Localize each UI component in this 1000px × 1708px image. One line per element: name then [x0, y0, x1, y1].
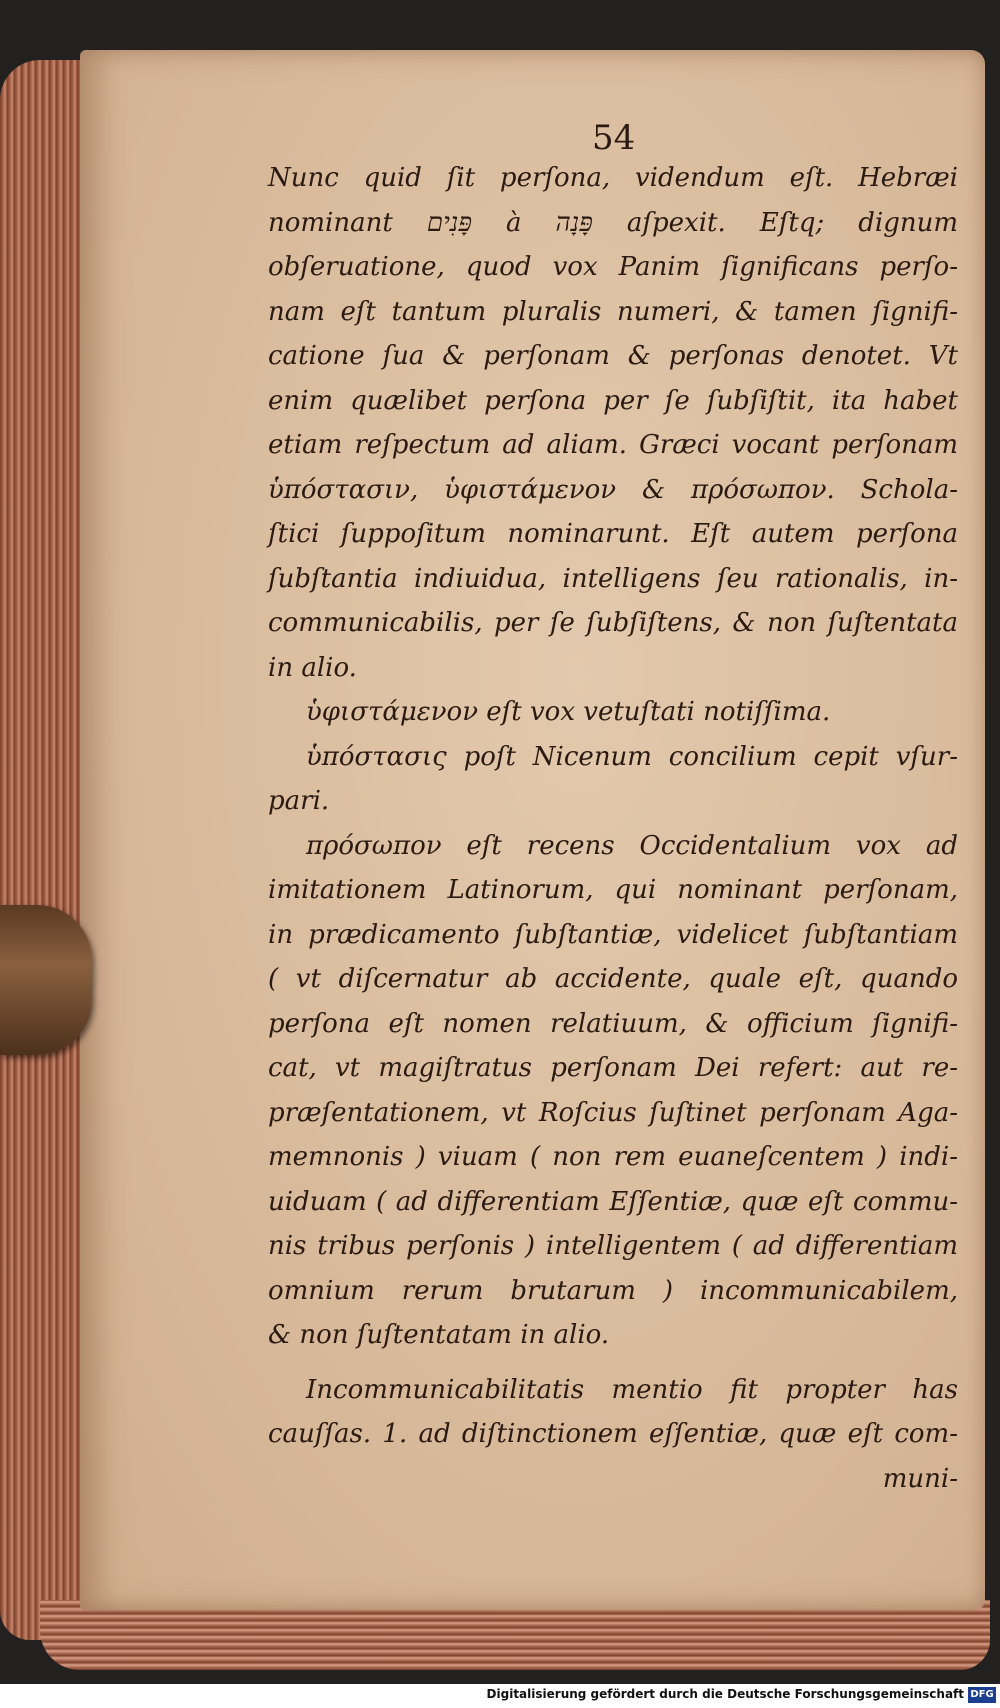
page-number: 54	[592, 118, 636, 158]
text-line: nis tribus perſonis ) intelligentem ( ad differentiam	[268, 1231, 958, 1261]
text-line: cauſſas. 1. ad diſtinctionem eſſentiæ, quæ eſt com-	[268, 1419, 958, 1449]
text-line: memnonis ) viuam ( non rem euaneſcentem ) indi-	[268, 1142, 958, 1172]
book-bottom-edge	[40, 1600, 990, 1670]
footer-credit: Digitalisierung gefördert durch die Deutsche Forschungsgemeinschaft	[486, 1687, 964, 1701]
text-line: & non ſuſtentatam in alio.	[268, 1320, 610, 1350]
text-line: nominant פָּנִים à פָּנָה aſpexit. Eſtq; dignum	[268, 207, 959, 238]
book-clasp	[0, 905, 92, 1055]
text-line: imitationem Latinorum, qui nominant perſonam,	[268, 875, 958, 905]
catchword: muni-	[882, 1463, 958, 1494]
text-line: enim quælibet perſona per ſe ſubſiſtit, ita habet	[268, 385, 958, 416]
text-line: in alio.	[268, 652, 357, 683]
text-line: Incommunicabilitatis mentio fit propter has	[306, 1374, 958, 1405]
text-line: ſtici ſuppoſitum nominarunt. Eſt autem perſona	[268, 519, 958, 549]
text-line: cat, vt magiſtratus perſonam Dei refert: aut re-	[268, 1053, 958, 1083]
text-line: perſona eſt nomen relatiuum, & officium ſignifi-	[268, 1008, 958, 1039]
text-line: catione ſua & perſonam & perſonas denotet. Vt	[268, 341, 958, 371]
text-line: in prædicamento ſubſtantiæ, videlicet ſubſtantiam	[268, 919, 958, 950]
page-text	[268, 118, 958, 1501]
text-line: etiam reſpectum ad aliam. Græci vocant perſonam	[268, 430, 958, 460]
text-line: Nunc quid ſit perſona, videndum eſt. Hebræi	[268, 163, 958, 193]
text-line: obſeruatione, quod vox Panim ſignificans perſo-	[268, 252, 958, 282]
dfg-logo-icon: DFG	[968, 1687, 996, 1703]
text-line: ὑφιστάμενον eſt vox vetuſtati notiſſima.	[306, 697, 831, 727]
footer-bar	[0, 1684, 1000, 1708]
book-fore-edge	[0, 60, 90, 1640]
text-line: ὑπόστασις poſt Nicenum concilium cepit vſur-	[306, 741, 958, 772]
text-line: nam eſt tantum pluralis numeri, & tamen ſignifi-	[268, 296, 958, 327]
text-line: omnium rerum brutarum ) incommunicabilem,	[268, 1275, 958, 1306]
text-line: ( vt diſcernatur ab accidente, quale eſt, quando	[268, 964, 958, 994]
text-line: communicabilis, per ſe ſubſiſtens, & non ſuſtentata	[268, 608, 958, 638]
text-line: uiduam ( ad differentiam Eſſentiæ, quæ eſt commu-	[268, 1186, 958, 1217]
text-line: præſentationem, vt Roſcius ſuſtinet perſonam Aga-	[268, 1097, 958, 1128]
text-line: ὑπόστασιν, ὑφιστάμενον & πρόσωπον. Schola-	[268, 474, 958, 505]
text-line: πρόσωπον eſt recens Occidentalium vox ad	[306, 830, 958, 861]
text-line: pari.	[268, 786, 330, 816]
text-line: ſubſtantia indiuidua, intelligens ſeu rationalis, in-	[268, 563, 958, 594]
